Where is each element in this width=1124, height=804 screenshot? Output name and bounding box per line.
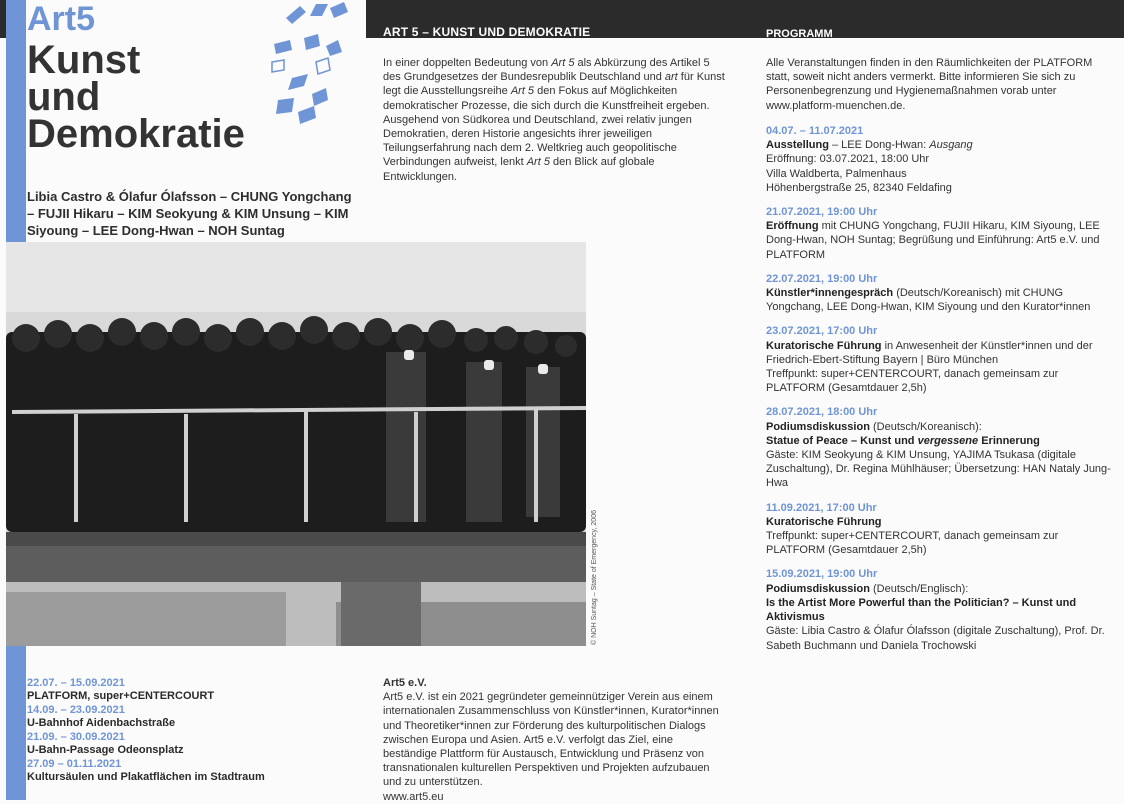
event-title-line [766, 582, 1116, 596]
venue-place: U-Bahn-Passage Odeonsplatz [27, 744, 184, 756]
event-title: Kuratorische Führung [766, 339, 882, 352]
text-run: den Fokus auf Möglichkeiten demokratischer Prozesse, die sich durch die Kunstfreiheit ergeben. Ausgehend von Südkorea und Deutschland, zwei relativ jungen Demokratien, deren Historie angesichts ihrer jeweiligen Teilungserfahrung nach dem 2. Weltkrieg auch geopolitische Verbindungen aufweist, lenkt [383, 85, 710, 169]
event-subtitle [766, 434, 1116, 448]
event-date: 22.07.2021, 19:00 Uhr [766, 272, 878, 285]
event-subtitle-text: Erinnerung [978, 434, 1040, 447]
event-title-line [766, 138, 1116, 152]
text-run-italic: Art 5 [510, 85, 535, 98]
venue-date: 21.09. – 30.09.2021 [27, 731, 125, 743]
exhibition-title [27, 38, 245, 156]
venue-date: 14.09. – 23.09.2021 [27, 704, 125, 716]
event-title-after: (Deutsch/Koreanisch) mit CHUNG Yongchang, LEE Dong-Hwan, KIM Siyoung und den Kurator*innen [766, 287, 1091, 314]
middle-heading: ART 5 – KUNST UND DEMOKRATIE [383, 25, 591, 39]
event-title: Ausstellung [766, 139, 829, 152]
event-title-after: (Deutsch/Englisch): [869, 582, 969, 595]
artists-list: Libia Castro & Ólafur Ólafsson – CHUNG Yongchang – FUJII Hikaru – KIM Seokyung & KIM Unsung – KIM Siyoung – LEE Dong-Hwan – NOH Suntag [27, 189, 352, 238]
event-title: Künstler*innengespräch [766, 287, 894, 300]
event-item [766, 567, 1116, 652]
event-title: Kuratorische Führung [766, 515, 882, 528]
event-line: Treffpunkt: super+CENTERCOURT, danach gemeinsam zur PLATFORM (Gesamtdauer 2,5h) [766, 530, 1059, 557]
text-run: als Abkürzung des Artikel 5 des Grundgesetzes der Bundesrepublik Deutschland und [383, 57, 710, 84]
text-run: für Kunst legt die Ausstellungsreihe [383, 71, 725, 98]
event-title-line [766, 219, 1116, 262]
cube-logo-icon [268, 0, 363, 130]
event-item [766, 205, 1116, 262]
event-title-line [766, 420, 1116, 434]
event-item [766, 405, 1116, 490]
event-line: Gäste: Libia Castro & Ólafur Ólafsson (digitale Zuschaltung), Prof. Dr. Sabeth Buchmann und Daniela Trochowski [766, 625, 1105, 652]
event-item [766, 124, 1116, 195]
text-run-italic: art [664, 71, 678, 84]
art5-title: Art5 [27, 0, 96, 38]
event-date: 28.07.2021, 18:00 Uhr [766, 406, 878, 419]
event-title-italic: Ausgang [929, 139, 973, 152]
venue-date: 22.07. – 15.09.2021 [27, 677, 125, 689]
event-subtitle-italic: vergessene [917, 434, 979, 447]
photo-credit-text: © NOH Suntag – State of Emergency, 2006 [591, 510, 598, 645]
venue-date: 27.09 – 01.11.2021 [27, 758, 122, 770]
program-heading: PROGRAMM [766, 28, 833, 40]
event-subtitle: Is the Artist More Powerful than the Politician? – Kunst und Aktivismus [766, 596, 1077, 624]
title-line-1: Kunst [27, 38, 141, 82]
event-title-after: mit CHUNG Yongchang, FUJII Hikaru, KIM Siyoung, LEE Dong-Hwan, NOH Suntag; Begrüßung und Einführung: Art5 e.V. und PLATFORM [766, 220, 1100, 261]
venues-list [27, 677, 357, 785]
event-line: Villa Waldberta, Palmenhaus [766, 167, 907, 180]
association-url: www.art5.eu [383, 790, 444, 803]
event-date: 23.07.2021, 17:00 Uhr [766, 325, 878, 338]
event-title: Eröffnung [766, 220, 819, 233]
photo-credit [586, 490, 604, 650]
event-title-after: in Anwesenheit der Künstler*innen und der Friedrich-Ebert-Stiftung Bayern | Büro München [766, 339, 1093, 366]
event-item [766, 501, 1116, 558]
event-line: Treffpunkt: super+CENTERCOURT, danach gemeinsam zur PLATFORM (Gesamtdauer 2,5h) [766, 368, 1059, 395]
event-title-after: (Deutsch/Koreanisch): [869, 420, 982, 433]
event-date: 21.07.2021, 19:00 Uhr [766, 206, 878, 219]
text-run-italic: Art 5 [551, 57, 575, 69]
title-line-3: Demokratie [27, 112, 245, 156]
event-title: Podiumsdiskussion [766, 582, 870, 595]
event-title-line [766, 339, 1116, 367]
association-title: Art5 e.V. [383, 677, 427, 689]
venue-item [27, 758, 357, 785]
event-line: Gäste: KIM Seokyung & KIM Unsung, YAJIMA Tsukasa (digitale Zuschaltung), Dr. Regina Mühlhäuser; Übersetzung: HAN Nataly Jung-Hwa [766, 449, 1111, 490]
association-block [383, 676, 728, 804]
event-date: 11.09.2021, 17:00 Uhr [766, 501, 877, 514]
event-subtitle-text: Statue of Peace – Kunst und [766, 434, 918, 447]
venue-place: Kultursäulen und Plakatflächen im Stadtraum [27, 771, 265, 783]
event-title-line [766, 286, 1116, 314]
venue-item [27, 677, 357, 704]
event-date: 15.09.2021, 19:00 Uhr [766, 568, 878, 581]
event-item [766, 272, 1116, 315]
venue-item [27, 704, 357, 731]
protest-photo [6, 242, 586, 646]
event-line: Höhenbergstraße 25, 82340 Feldafing [766, 181, 952, 194]
venue-item [27, 731, 357, 758]
text-run: In einer doppelten Bedeutung von [383, 57, 552, 69]
text-run-italic: Art 5 [526, 156, 550, 169]
event-title: Podiumsdiskussion [766, 420, 870, 433]
intro-paragraph [383, 56, 728, 184]
event-title-after: – LEE Dong-Hwan: [828, 139, 930, 152]
venue-place: U-Bahnhof Aidenbachstraße [27, 717, 176, 729]
venue-place: PLATFORM, super+CENTERCOURT [27, 690, 215, 702]
event-line: Eröffnung: 03.07.2021, 18:00 Uhr [766, 153, 930, 166]
event-date: 04.07. – 11.07.2021 [766, 125, 864, 137]
association-text: Art5 e.V. ist ein 2021 gegründeter gemeinnütziger Verein aus einem internationalen Zusammenschluss von Künstler*innen, Kurator*innen und Theoretiker*innen zur Förderung des kulturpolitischen Dialogs zwischen Europa und Asien. Art5 e.V. verfolgt das Ziel, eine beständige Plattform für Austausch, Entwicklung und Präsenz von transnationalen kulturellen Perspektiven und Projekten aufzubauen und zu unterstützen. [383, 691, 719, 789]
program-events [766, 124, 1116, 663]
riot-police-bridge-image [6, 242, 586, 646]
title-line-2: und [27, 75, 101, 119]
event-item [766, 324, 1116, 395]
program-intro: Alle Veranstaltungen finden in den Räumlichkeiten der PLATFORM statt, soweit nicht anders vermerkt. Bitte informieren Sie sich zu Personenbegrenzung und Hygienemaßnahmen vorab unter www.platform-muenchen.de. [766, 57, 1093, 112]
text-run: den Blick auf globale Entwicklungen. [383, 156, 655, 183]
